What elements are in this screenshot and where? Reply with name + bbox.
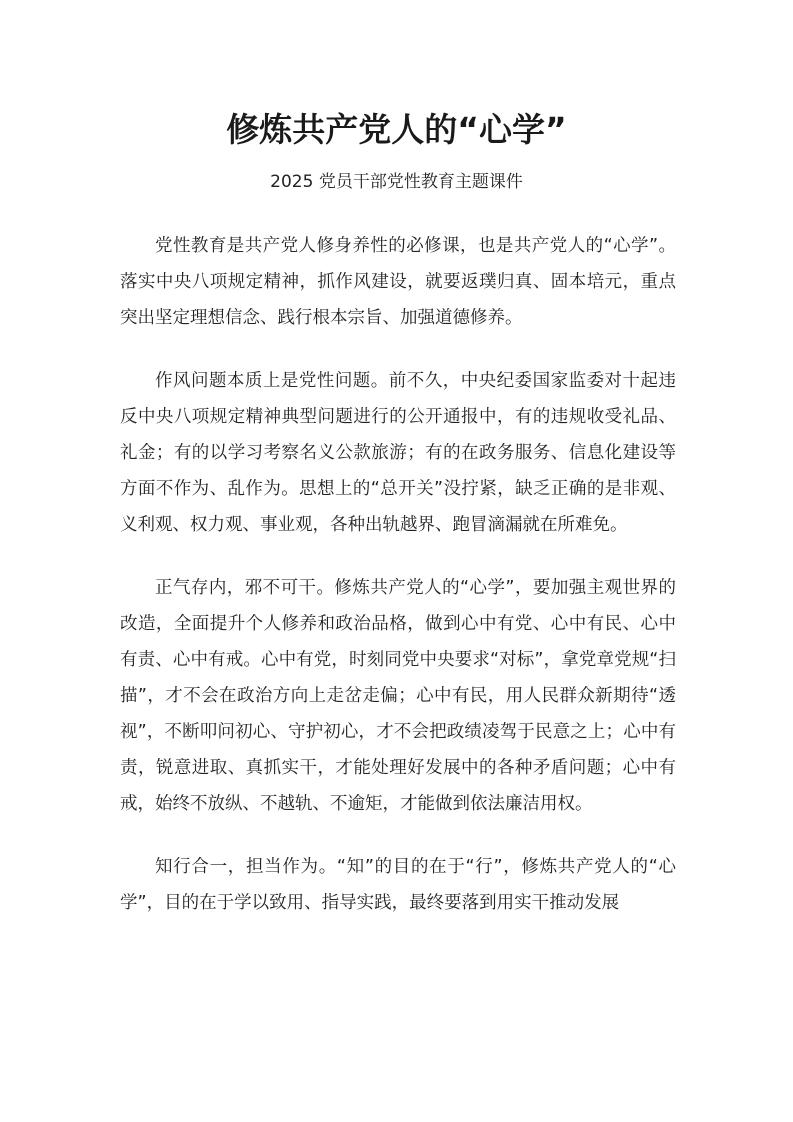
paragraph-1: 党性教育是共产党人修身养性的必修课，也是共产党人的“心学”。落实中央八项规定精神，抓作风建设，就要返璞归真、固本培元，重点突出坚定理想信念、践行根本宗旨、加强道德修养。 bbox=[120, 236, 676, 328]
document-title: 修炼共产党人的“心学” bbox=[226, 110, 567, 149]
paragraph-4: 知行合一，担当作为。“知”的目的在于“行”，修炼共产党人的“心学”，目的在于学以致用、指导实践，最终要落到用实干推动发展 bbox=[120, 857, 676, 913]
paragraph-3: 正气存内，邪不可干。修炼共产党人的“心学”，要加强主观世界的改造，全面提升个人修养和政治品格，做到心中有党、心中有民、心中有责、心中有戒。心中有党，时刻同党中央要求“对标”，拿党章党规“扫描”，才不会在政治方向上走岔走偏；心中有民，用人民群众新期待“透视”，不断叩问初心、守护初心，才不会把政绩凌驾于民意之上；心中有责，锐意进取、真抓实干，才能处理好发展中的各种矛盾问题；心中有戒，始终不放纵、不越轨、不逾矩，才能做到依法廉洁用权。 bbox=[120, 578, 676, 814]
document-subtitle: 2025 党员干部党性教育主题课件 bbox=[270, 172, 523, 192]
paragraph-2: 作风问题本质上是党性问题。前不久，中央纪委国家监委对十起违反中央八项规定精神典型问题进行的公开通报中，有的违规收受礼品、礼金；有的以学习考察名义公款旅游；有的在政务服务、信息化建设等方面不作为、乱作为。思想上的“总开关”没拧紧，缺乏正确的是非观、义利观、权力观、事业观，各种出轨越界、跑冒滴漏就在所难免。 bbox=[120, 371, 676, 535]
document-body bbox=[120, 228, 676, 948]
